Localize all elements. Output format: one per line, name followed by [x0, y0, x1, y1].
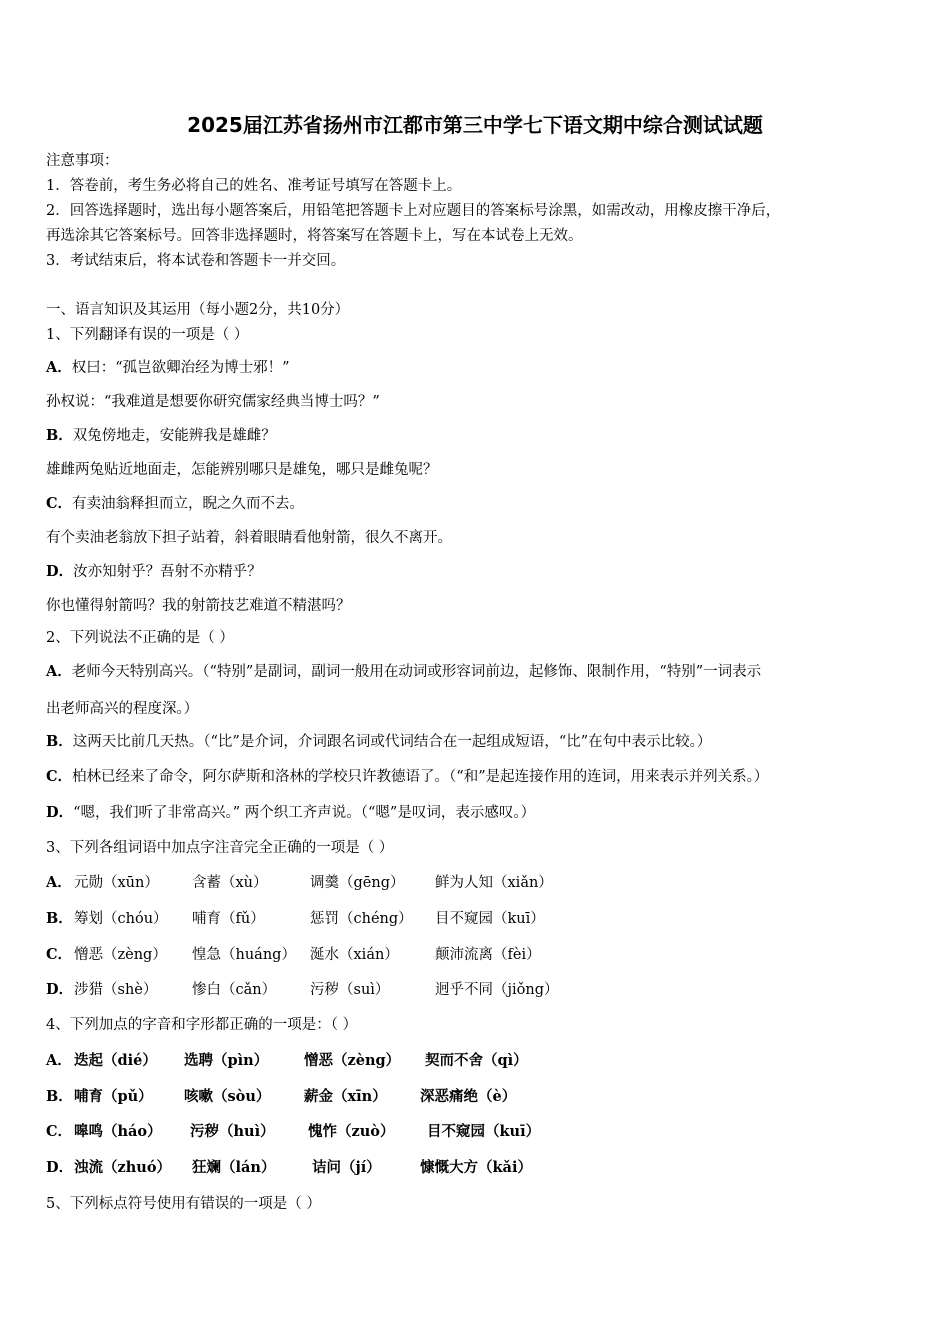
question-4-stem: 4、下列加点的字音和字形都正确的一项是：（ ） — [46, 1017, 358, 1033]
option-item: 迥乎不同（jiǒng） — [435, 982, 559, 998]
question-1-line: 孙权说：“我难道是想要你研究儒家经典当博士吗？” — [46, 394, 380, 410]
section-heading: 一、语言知识及其运用（每小题2分，共10分） — [46, 302, 350, 318]
question-2-line: C．柏林已经来了命令，阿尔萨斯和洛林的学校只许教德语了。（“和”是起连接作用的连词，用来表示并列关系。） — [46, 768, 769, 785]
option-item: 惩罚（chéng） — [310, 911, 413, 927]
question-1-line: B．双兔傍地走，安能辨我是雄雌？ — [46, 427, 276, 444]
question-1-stem: 1、下列翻译有误的一项是（ ） — [46, 327, 249, 343]
question-2-line: 出老师高兴的程度深。） — [46, 701, 199, 717]
option-item: 污秽（huì） — [190, 1123, 275, 1140]
question-2-stem: 2、下列说法不正确的是（ ） — [46, 630, 234, 646]
option-item: 契而不舍（qì） — [425, 1052, 528, 1069]
exam-title: 2025届江苏省扬州市江都市第三中学七下语文期中综合测试试题 — [187, 113, 763, 137]
option-label: C． — [46, 1123, 73, 1140]
question-5-stem: 5、下列标点符号使用有错误的一项是（ ） — [46, 1196, 321, 1212]
option-item: 深恶痛绝（è） — [420, 1088, 517, 1105]
option-item: 惶急（huáng） — [192, 947, 296, 963]
question-1-line: D．汝亦知射乎？吾射不亦精乎？ — [46, 563, 262, 580]
option-item: 诘问（jí） — [312, 1159, 381, 1176]
option-item: 元勋（xūn） — [74, 875, 159, 891]
option-item: 嗥鸣（háo） — [74, 1123, 162, 1140]
option-item: 目不窥园（kuī） — [435, 911, 545, 927]
option-item: 涎水（xián） — [310, 947, 399, 963]
notice-item-1: 1．答卷前，考生务必将自己的姓名、准考证号填写在答题卡上。 — [46, 178, 462, 194]
option-label: D． — [46, 1159, 74, 1176]
option-item: 浊流（zhuó） — [74, 1159, 171, 1176]
option-label: C． — [46, 946, 73, 963]
option-item: 目不窥园（kuī） — [427, 1123, 541, 1140]
question-2-line: B．这两天比前几天热。（“比”是介词，介词跟名词或代词结合在一起组成短语，“比”在句中表示比较。） — [46, 733, 712, 750]
option-label: A． — [46, 874, 72, 891]
option-item: 含蓄（xù） — [192, 875, 268, 891]
option-item: 愧怍（zuò） — [308, 1123, 395, 1140]
option-item: 选聘（pìn） — [184, 1052, 269, 1069]
option-item: 憎恶（zèng） — [74, 947, 167, 963]
option-item: 调羹（gēng） — [310, 875, 405, 891]
question-2-line: D．“嗯，我们听了非常高兴。” 两个织工齐声说。（“嗯”是叹词，表示感叹。） — [46, 804, 536, 821]
option-label: A． — [46, 1052, 72, 1069]
notice-item-2: 2．回答选择题时，选出每小题答案后，用铅笔把答题卡上对应题目的答案标号涂黑，如需改动，用橡皮擦干净后， — [46, 203, 781, 219]
question-3-stem: 3、下列各组词语中加点字注音完全正确的一项是（ ） — [46, 840, 394, 856]
option-item: 哺育（pǔ） — [74, 1088, 153, 1105]
option-item: 狂斓（lán） — [192, 1159, 276, 1176]
option-item: 薪金（xīn） — [304, 1088, 387, 1105]
option-item: 慷慨大方（kǎi） — [420, 1159, 532, 1176]
notice-item-3: 3．考试结束后，将本试卷和答题卡一并交回。 — [46, 253, 346, 269]
option-item: 涉猎（shè） — [74, 982, 158, 998]
option-item: 哺育（fǔ） — [192, 911, 265, 927]
option-item: 咳嗽（sòu） — [184, 1088, 271, 1105]
option-item: 迭起（dié） — [74, 1052, 157, 1069]
question-2-line: A．老师今天特别高兴。（“特别”是副词，副词一般用在动词或形容词前边，起修饰、限制作用，“特别”一词表示 — [46, 663, 762, 680]
option-label: B． — [46, 910, 73, 927]
option-item: 鲜为人知（xiǎn） — [435, 875, 553, 891]
question-1-line: C．有卖油翁释担而立，睨之久而不去。 — [46, 495, 305, 512]
option-label: B． — [46, 1088, 73, 1105]
question-1-line: 你也懂得射箭吗？我的射箭技艺难道不精湛吗？ — [46, 598, 351, 614]
question-1-line: A．权曰：“孤岂欲卿治经为博士邪！” — [46, 359, 290, 376]
option-label: D． — [46, 981, 74, 998]
option-item: 污秽（suì） — [310, 982, 390, 998]
question-1-line: 雄雌两兔贴近地面走，怎能辨别哪只是雄兔，哪只是雌兔呢？ — [46, 462, 438, 478]
option-item: 筹划（chóu） — [74, 911, 168, 927]
option-item: 颠沛流离（fèi） — [435, 947, 541, 963]
question-1-line: 有个卖油老翁放下担子站着，斜着眼睛看他射箭，很久不离开。 — [46, 530, 452, 546]
option-item: 惨白（cǎn） — [192, 982, 277, 998]
notice-item-2-cont: 再选涂其它答案标号。回答非选择题时，将答案写在答题卡上，写在本试卷上无效。 — [46, 228, 583, 244]
option-item: 憎恶（zèng） — [304, 1052, 401, 1069]
notice-heading: 注意事项： — [46, 153, 119, 169]
